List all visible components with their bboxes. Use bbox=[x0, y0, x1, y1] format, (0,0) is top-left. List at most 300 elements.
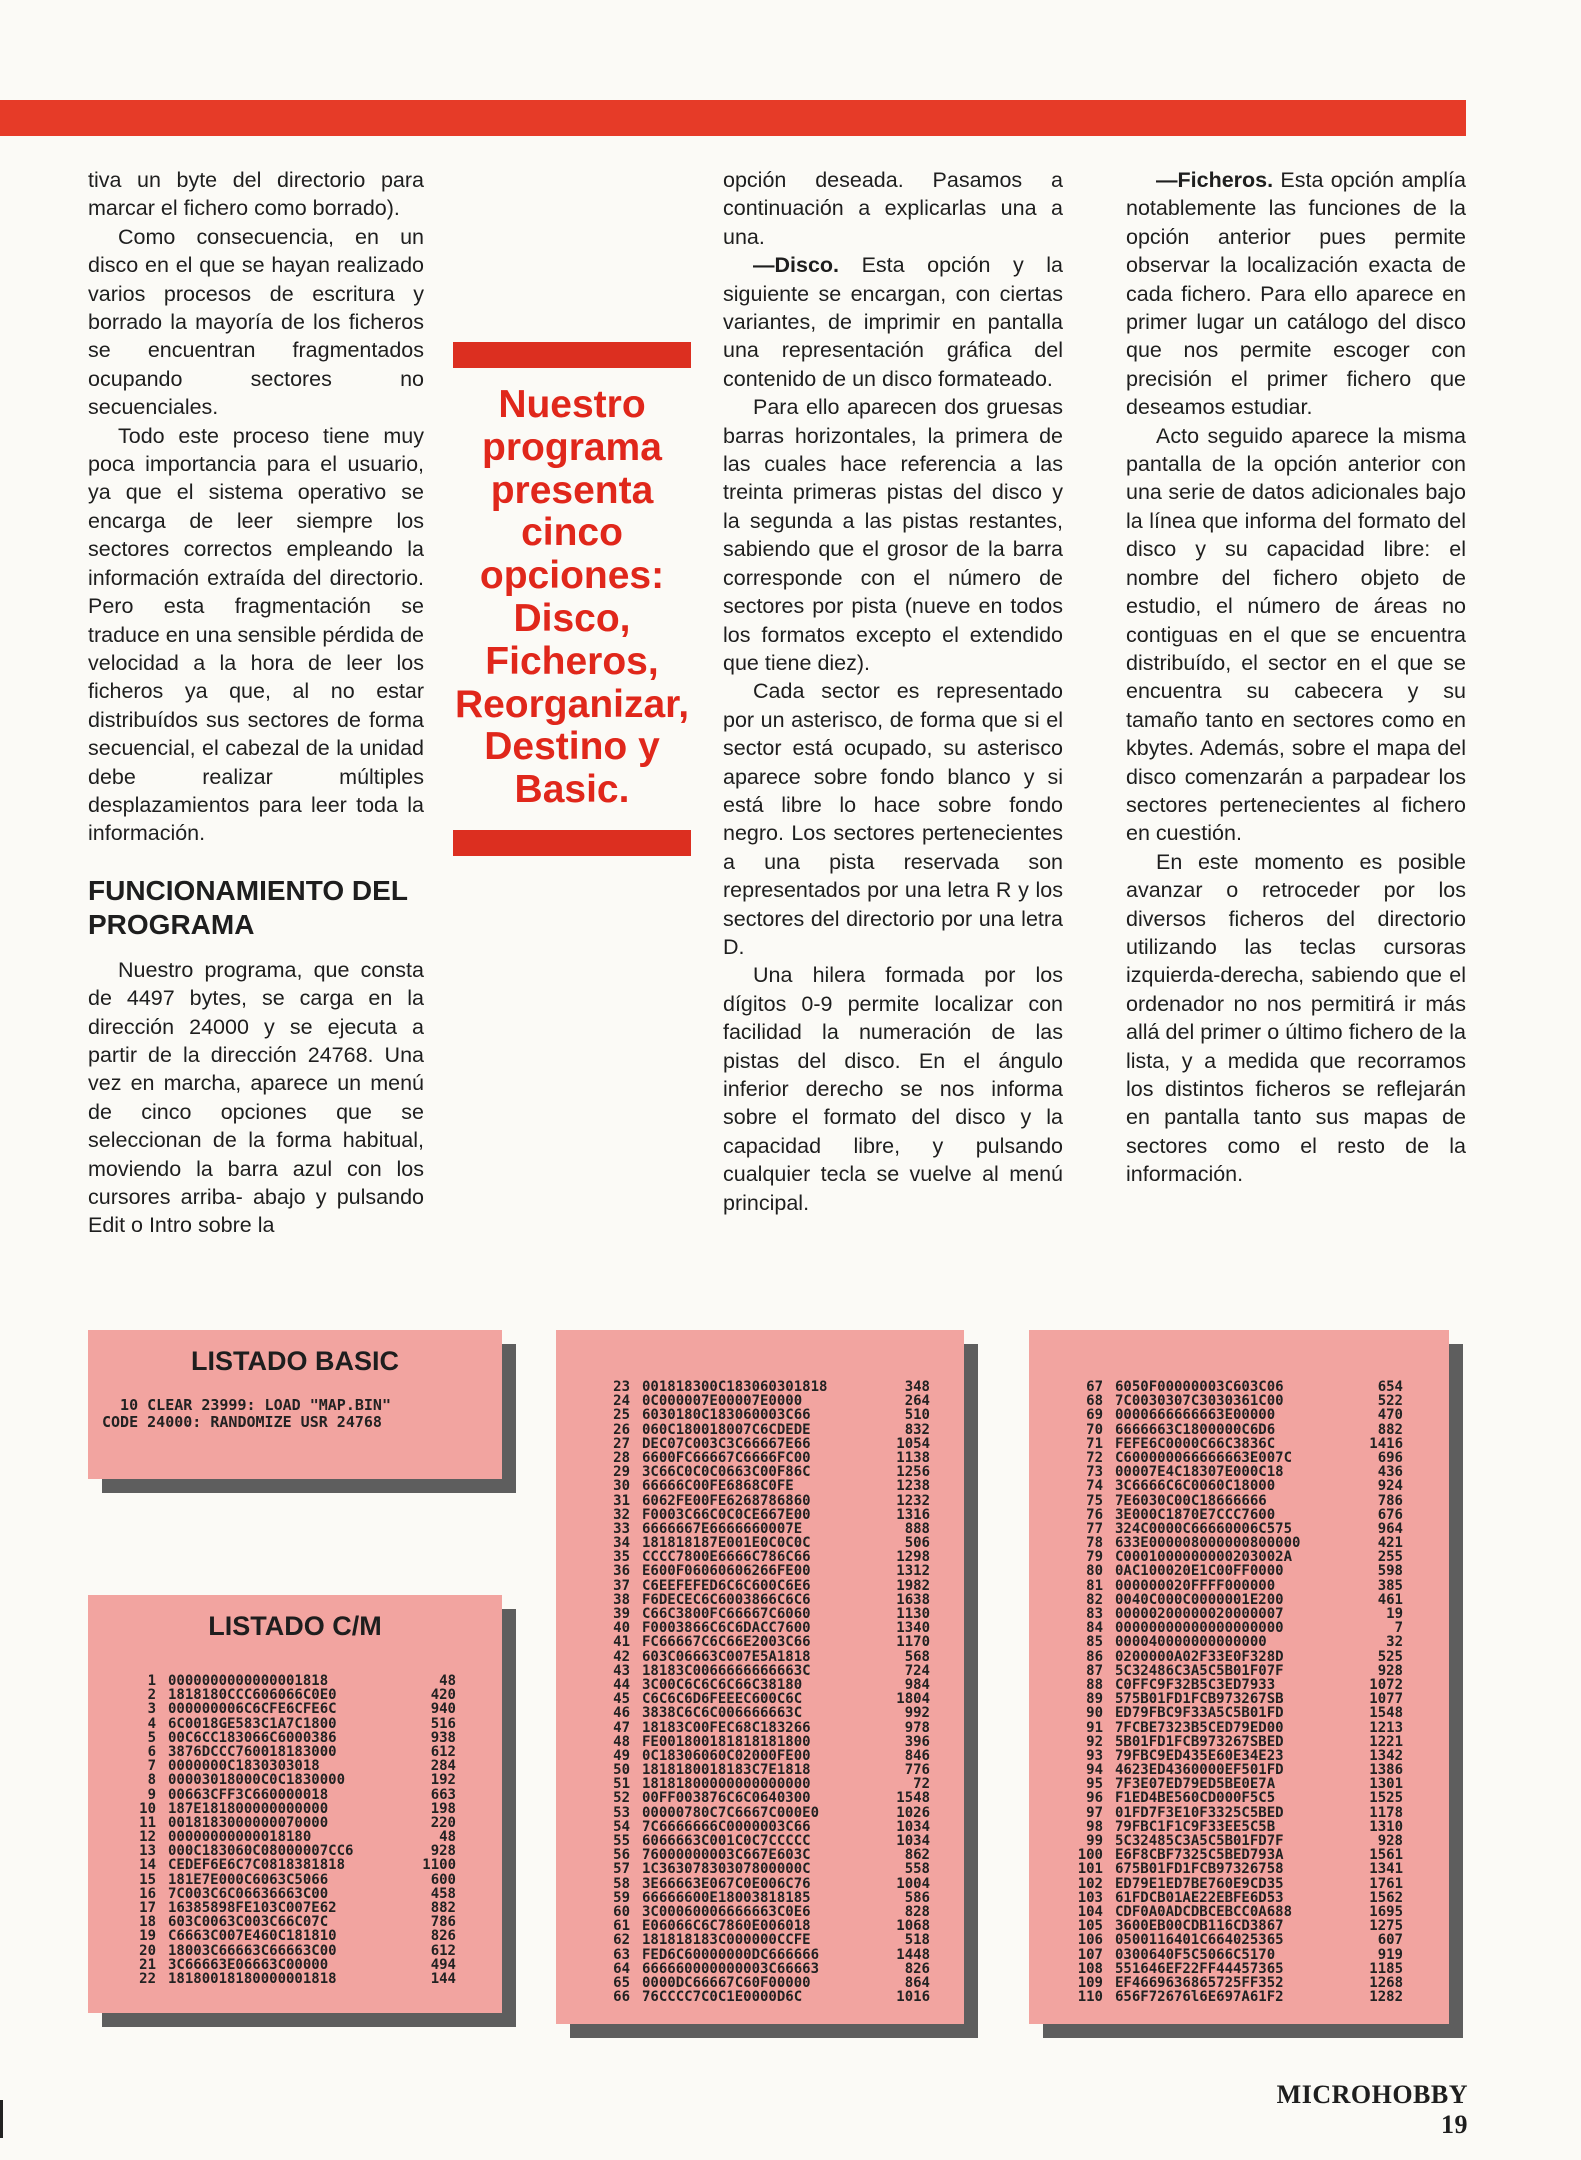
checksum: 1268 bbox=[1369, 1974, 1403, 1991]
hex-data: 7C6666666C0000003C66 bbox=[642, 1818, 811, 1835]
hex-data: 633E000008000000800000 bbox=[1115, 1535, 1301, 1552]
listing-line bbox=[118, 1873, 456, 1887]
section-heading: FUNCIONAMIENTO DEL PROGRAMA bbox=[88, 874, 408, 940]
checksum: 724 bbox=[904, 1662, 930, 1679]
listing-line bbox=[592, 1678, 930, 1692]
line-number: 104 bbox=[1077, 1903, 1103, 1920]
checksum: 1185 bbox=[1369, 1960, 1403, 1977]
pull-quote-top-bar bbox=[453, 342, 691, 368]
listing-line bbox=[592, 1905, 930, 1919]
line-number: 33 bbox=[613, 1520, 630, 1537]
checksum: 1695 bbox=[1369, 1903, 1403, 1920]
checksum: 882 bbox=[430, 1900, 456, 1916]
listing-line bbox=[118, 1858, 456, 1872]
hex-data: C6C6C6D6FEEEC600C6C bbox=[642, 1691, 803, 1708]
listing-line bbox=[1065, 1579, 1403, 1593]
checksum: 1016 bbox=[896, 1989, 930, 2006]
checksum: 1416 bbox=[1369, 1435, 1403, 1452]
line-number: 9 bbox=[147, 1786, 156, 1803]
hex-data: 3E66663E067C0E006C76 bbox=[642, 1875, 811, 1892]
hex-data: 61FDCB01AE22EBFE6D53 bbox=[1115, 1889, 1284, 1906]
hex-data: 7F3E07ED79ED5BE0E7A bbox=[1115, 1776, 1276, 1793]
hex-data: 324C0000C66660006C575 bbox=[1115, 1520, 1293, 1537]
hex-data: 7C003C6C06636663C00 bbox=[168, 1885, 329, 1902]
line-number: 29 bbox=[613, 1464, 630, 1481]
hex-data: ED79FBC9F33A5C5B01FD bbox=[1115, 1705, 1284, 1722]
checksum: 612 bbox=[430, 1743, 456, 1760]
listing-line bbox=[592, 1891, 930, 1905]
line-number: 22 bbox=[139, 1970, 156, 1987]
checksum: 518 bbox=[904, 1932, 930, 1949]
listing-line bbox=[1065, 1919, 1403, 1933]
listing-line bbox=[592, 1834, 930, 1848]
line-number: 99 bbox=[1086, 1833, 1103, 1849]
checksum: 1312 bbox=[896, 1563, 930, 1580]
hex-data: 575B01FD1FCB973267SB bbox=[1115, 1691, 1284, 1708]
checksum: 470 bbox=[1377, 1407, 1403, 1424]
listing-line bbox=[1065, 1877, 1403, 1891]
listing-line bbox=[118, 1915, 456, 1929]
listing-line bbox=[592, 1451, 930, 1465]
line-number: 12 bbox=[139, 1829, 156, 1846]
line-number: 28 bbox=[613, 1449, 630, 1466]
checksum: 255 bbox=[1377, 1549, 1403, 1566]
checksum: 525 bbox=[1377, 1648, 1403, 1665]
line-number: 30 bbox=[613, 1478, 630, 1495]
page-footer: MICROHOBBY 19 bbox=[1276, 2080, 1468, 2139]
hex-data: 0C18306060C02000FE00 bbox=[642, 1747, 811, 1764]
hex-data: C0001000000000203002A bbox=[1115, 1549, 1293, 1566]
checksum: 1548 bbox=[896, 1790, 930, 1807]
line-number: 26 bbox=[613, 1421, 630, 1438]
line-number: 3 bbox=[147, 1701, 156, 1718]
checksum: 396 bbox=[904, 1733, 930, 1750]
hex-data: CEDEF6E6C7C0818381818 bbox=[168, 1857, 346, 1874]
checksum: 992 bbox=[904, 1705, 930, 1722]
paragraph bbox=[1126, 166, 1466, 422]
line-number: 25 bbox=[613, 1407, 630, 1424]
checksum: 586 bbox=[904, 1889, 930, 1906]
checksum: 1386 bbox=[1369, 1762, 1403, 1779]
hex-data: 6666663C1800000C6D6 bbox=[1115, 1421, 1276, 1438]
checksum: 928 bbox=[430, 1843, 456, 1860]
line-number: 46 bbox=[613, 1705, 630, 1722]
line-number: 62 bbox=[613, 1932, 630, 1949]
checksum: 828 bbox=[904, 1903, 930, 1920]
checksum: 919 bbox=[1377, 1946, 1403, 1963]
hex-data: 00007E4C18307E000C18 bbox=[1115, 1464, 1284, 1481]
checksum: 1170 bbox=[896, 1634, 930, 1651]
listing-line bbox=[592, 1919, 930, 1933]
listing-line bbox=[118, 1844, 456, 1858]
line-number: 76 bbox=[1086, 1506, 1103, 1523]
hex-data: C600000066666663E007C bbox=[1115, 1449, 1293, 1466]
listing-line bbox=[1065, 1990, 1403, 2004]
hex-data: 000C183060C08000007CC6 bbox=[168, 1843, 354, 1860]
line-number: 61 bbox=[613, 1918, 630, 1935]
listing-line bbox=[592, 1635, 930, 1649]
line-number: 1 bbox=[147, 1673, 156, 1689]
hex-data: 79FBC1F1C9F33EE5C5B bbox=[1115, 1818, 1276, 1835]
line-number: 96 bbox=[1086, 1790, 1103, 1807]
listing-line bbox=[592, 1862, 930, 1876]
checksum: 882 bbox=[1377, 1421, 1403, 1438]
checksum: 1298 bbox=[896, 1549, 930, 1566]
listing-line bbox=[1065, 1706, 1403, 1720]
checksum: 1034 bbox=[896, 1818, 930, 1835]
hex-data: C6EEFEFED6C6C600C6E6 bbox=[642, 1577, 811, 1594]
checksum: 598 bbox=[1377, 1563, 1403, 1580]
checksum: 1982 bbox=[896, 1577, 930, 1594]
line-number: 5 bbox=[147, 1729, 156, 1746]
line-number: 40 bbox=[613, 1620, 630, 1637]
line-number: 41 bbox=[613, 1634, 630, 1651]
listing-line bbox=[592, 1948, 930, 1962]
hex-data: 3C00C6C6C6C66C38180 bbox=[642, 1676, 803, 1693]
hex-data: 000000020FFFF000000 bbox=[1115, 1577, 1276, 1594]
line-number: 35 bbox=[613, 1549, 630, 1566]
hex-data: 6666667E6666660007E bbox=[642, 1520, 803, 1537]
listing-line bbox=[592, 1749, 930, 1763]
listing-line bbox=[592, 1763, 930, 1777]
listing-line bbox=[118, 1745, 456, 1759]
checksum: 964 bbox=[1377, 1520, 1403, 1537]
hex-data: 6062FE00FE6268786860 bbox=[642, 1492, 811, 1509]
listing-line bbox=[592, 1976, 930, 1990]
listing-line bbox=[1065, 1635, 1403, 1649]
hex-data: 7E6030C00C18666666 bbox=[1115, 1492, 1267, 1509]
paragraph-text: Esta opción amplía notablemente las funciones de la opción anterior pues permite observar la localización exacta de cada fichero. Para ello aparece en primer lugar un catálogo del disco que nos permite escoger con precisión el primer fichero que deseamos estudiar. bbox=[1126, 168, 1466, 420]
text-column-2 bbox=[723, 166, 1063, 1217]
hex-data: C66C3800FC66667C6060 bbox=[642, 1606, 811, 1622]
listing-line bbox=[592, 1593, 930, 1607]
listing-line bbox=[1065, 1749, 1403, 1763]
checksum: 1341 bbox=[1369, 1861, 1403, 1878]
line-number: 48 bbox=[613, 1733, 630, 1750]
listing-line bbox=[592, 1650, 930, 1664]
line-number: 24 bbox=[613, 1393, 630, 1410]
listing-line bbox=[118, 1717, 456, 1731]
checksum: 1221 bbox=[1369, 1733, 1403, 1750]
listing-line bbox=[118, 1688, 456, 1702]
listing-line bbox=[592, 1877, 930, 1891]
line-number: 50 bbox=[613, 1762, 630, 1779]
listing-line bbox=[1065, 1564, 1403, 1578]
checksum: 1638 bbox=[896, 1591, 930, 1608]
checksum: 1342 bbox=[1369, 1747, 1403, 1764]
listing-line bbox=[592, 1380, 930, 1394]
checksum: 348 bbox=[904, 1379, 930, 1395]
hex-data: CCCC7800E6666C786C66 bbox=[642, 1549, 811, 1566]
line-number: 63 bbox=[613, 1946, 630, 1963]
hex-data: 060C180018007C6CDEDE bbox=[642, 1421, 811, 1438]
listing-line bbox=[1065, 1820, 1403, 1834]
line-number: 67 bbox=[1086, 1379, 1103, 1395]
listing-line bbox=[592, 1607, 930, 1621]
listing-continuation-box bbox=[556, 1330, 964, 2024]
line-number: 106 bbox=[1077, 1932, 1103, 1949]
listing-line bbox=[1065, 1479, 1403, 1493]
line-number: 51 bbox=[613, 1776, 630, 1793]
line-number: 37 bbox=[613, 1577, 630, 1594]
line-number: 55 bbox=[613, 1833, 630, 1849]
checksum: 1561 bbox=[1369, 1847, 1403, 1864]
listing-line bbox=[592, 1494, 930, 1508]
line-number: 32 bbox=[613, 1506, 630, 1523]
hex-data: 656F72676l6E697A61F2 bbox=[1115, 1989, 1284, 2006]
checksum: 696 bbox=[1377, 1449, 1403, 1466]
checksum: 654 bbox=[1377, 1379, 1403, 1395]
checksum: 461 bbox=[1377, 1591, 1403, 1608]
line-number: 18 bbox=[139, 1914, 156, 1931]
line-number: 21 bbox=[139, 1956, 156, 1973]
listing-line bbox=[592, 1408, 930, 1422]
listing-line bbox=[1065, 1763, 1403, 1777]
listing-continuation-lines bbox=[592, 1380, 930, 2004]
line-number: 31 bbox=[613, 1492, 630, 1509]
hex-data: 66666600E18003818185 bbox=[642, 1889, 811, 1906]
line-number: 7 bbox=[147, 1758, 156, 1775]
listing-line bbox=[1065, 1933, 1403, 1947]
line-number: 42 bbox=[613, 1648, 630, 1665]
listing-line bbox=[1065, 1721, 1403, 1735]
checksum: 676 bbox=[1377, 1506, 1403, 1523]
listing-line bbox=[1065, 1522, 1403, 1536]
line-number: 27 bbox=[613, 1435, 630, 1452]
paragraph: Todo este proceso tiene muy poca importancia para el usuario, ya que el sistema operativo se encarga de leer siempre los sectores correctos empleando la información extraída del directorio. Pero esta fragmentación se traduce en una sensible pérdida de velocidad a la hora de leer los ficheros ya que, al no estar distribuídos sus sectores de forma secuencial, el cabezal de la unidad debe realizar múltiples desplazamientos para leer toda la información. bbox=[88, 423, 424, 846]
checksum: 938 bbox=[430, 1729, 456, 1746]
checksum: 1256 bbox=[896, 1464, 930, 1481]
line-number: 49 bbox=[613, 1747, 630, 1764]
checksum: 663 bbox=[430, 1786, 456, 1803]
cm-listing-title: LISTADO C/M bbox=[208, 1611, 382, 1641]
listing-line bbox=[592, 1990, 930, 2004]
hex-data: E6F8CBF7325C5BED793A bbox=[1115, 1847, 1284, 1864]
line-number: 89 bbox=[1086, 1691, 1103, 1708]
hex-data: FC66667C6C66E2003C66 bbox=[642, 1634, 811, 1651]
hex-data: 603C06663C007E5A1818 bbox=[642, 1648, 811, 1665]
line-number: 71 bbox=[1086, 1435, 1103, 1452]
pull-quote-text: Nuestro programa presenta cinco opciones: Disco, Ficheros, Reorganizar, Destino y Basic. bbox=[454, 383, 690, 812]
line-number: 58 bbox=[613, 1875, 630, 1892]
paragraph: Cada sector es representado por un asterisco, de forma que si el sector está ocupado, su asterisco aparece sobre fondo blanco y si está libre lo hace sobre fondo negro. Los sectores pertenecientes a una pista reservada son representados por una letra R y los sectores del directorio por una letra D. bbox=[723, 679, 1063, 959]
listing-line bbox=[1065, 1806, 1403, 1820]
hex-data: 00003018000C0C1830000 bbox=[168, 1772, 346, 1789]
hex-data: 18183C0066666666663C bbox=[642, 1662, 811, 1679]
hex-data: 7C0030307C3030361C00 bbox=[1115, 1393, 1284, 1410]
checksum: 1130 bbox=[896, 1606, 930, 1622]
hex-data: 0200000A02F33E0F328D bbox=[1115, 1648, 1284, 1665]
listing-line bbox=[118, 1702, 456, 1716]
listing-line bbox=[1065, 1905, 1403, 1919]
listing-line bbox=[1065, 1791, 1403, 1805]
hex-data: 3C00060006666663C0E6 bbox=[642, 1903, 811, 1920]
checksum: 984 bbox=[904, 1676, 930, 1693]
line-number: 97 bbox=[1086, 1804, 1103, 1821]
hex-data: ED79E1ED7BE760E9CD35 bbox=[1115, 1875, 1284, 1892]
hex-data: 18180018180000001818 bbox=[168, 1970, 337, 1987]
hex-data: F0003C66C0C0CE667E00 bbox=[642, 1506, 811, 1523]
checksum: 516 bbox=[430, 1715, 456, 1732]
line-number: 11 bbox=[139, 1814, 156, 1831]
line-number: 98 bbox=[1086, 1818, 1103, 1835]
line-number: 60 bbox=[613, 1903, 630, 1920]
listing-line bbox=[1065, 1848, 1403, 1862]
listing-line bbox=[1065, 1494, 1403, 1508]
hex-data: 00000000000018180 bbox=[168, 1829, 312, 1846]
hex-data: 66666C00FE6868C0FE bbox=[642, 1478, 794, 1495]
checksum: 1340 bbox=[896, 1620, 930, 1637]
hex-data: FEFE6C0000C66C3836C bbox=[1115, 1435, 1276, 1452]
checksum: 1282 bbox=[1369, 1989, 1403, 2006]
listing-line bbox=[592, 1579, 930, 1593]
listing-line bbox=[1065, 1777, 1403, 1791]
hex-data: 3C66663E06663C00000 bbox=[168, 1956, 329, 1973]
line-number: 19 bbox=[139, 1928, 156, 1945]
text-column-1 bbox=[88, 166, 424, 1240]
hex-data: F6DECEC6C6003866C6C6 bbox=[642, 1591, 811, 1608]
checksum: 1138 bbox=[896, 1449, 930, 1466]
hex-data: 00FF003876C6C0640300 bbox=[642, 1790, 811, 1807]
listing-line bbox=[118, 1972, 456, 1986]
listing-line bbox=[1065, 1394, 1403, 1408]
listing-line bbox=[592, 1933, 930, 1947]
pull-quote bbox=[453, 342, 691, 856]
hex-data: 0C000007E00007E0000 bbox=[642, 1393, 803, 1410]
listing-line bbox=[118, 1830, 456, 1844]
line-number: 108 bbox=[1077, 1960, 1103, 1977]
checksum: 1034 bbox=[896, 1833, 930, 1849]
line-number: 43 bbox=[613, 1662, 630, 1679]
listing-line bbox=[118, 1958, 456, 1972]
line-number: 39 bbox=[613, 1606, 630, 1622]
listing-line bbox=[592, 1791, 930, 1805]
listing-line bbox=[592, 1735, 930, 1749]
line-number: 73 bbox=[1086, 1464, 1103, 1481]
line-number: 100 bbox=[1077, 1847, 1103, 1864]
checksum: 48 bbox=[439, 1673, 456, 1689]
line-number: 54 bbox=[613, 1818, 630, 1835]
paragraph: tiva un byte del directorio para marcar el fichero como borrado). bbox=[88, 168, 424, 221]
line-number: 79 bbox=[1086, 1549, 1103, 1566]
line-number: 66 bbox=[613, 1989, 630, 2006]
listing-line bbox=[1065, 1735, 1403, 1749]
listing-line bbox=[1065, 1664, 1403, 1678]
hex-data: 3600EB00CDB116CD3867 bbox=[1115, 1918, 1284, 1935]
listing-line bbox=[592, 1706, 930, 1720]
checksum: 928 bbox=[1377, 1662, 1403, 1679]
line-number: 15 bbox=[139, 1871, 156, 1888]
hex-data: 1C36307830307800000C bbox=[642, 1861, 811, 1878]
line-number: 20 bbox=[139, 1942, 156, 1959]
checksum: 864 bbox=[904, 1974, 930, 1991]
checksum: 1077 bbox=[1369, 1691, 1403, 1708]
hex-data: 3E000C1870E7CCC7600 bbox=[1115, 1506, 1276, 1523]
checksum: 7 bbox=[1394, 1620, 1403, 1637]
listing-line bbox=[592, 1664, 930, 1678]
line-number: 85 bbox=[1086, 1634, 1103, 1651]
basic-listing-title: LISTADO BASIC bbox=[191, 1346, 399, 1376]
hex-data: 603C0063C003C66C07C bbox=[168, 1914, 329, 1931]
line-number: 109 bbox=[1077, 1974, 1103, 1991]
hex-data: 0018183000000070000 bbox=[168, 1814, 329, 1831]
listing-line bbox=[118, 1759, 456, 1773]
line-number: 65 bbox=[613, 1974, 630, 1991]
hex-data: 0000000000000001818 bbox=[168, 1673, 329, 1689]
option-name: —Disco. bbox=[753, 253, 840, 278]
line-number: 81 bbox=[1086, 1577, 1103, 1594]
line-number: 64 bbox=[613, 1960, 630, 1977]
option-name: —Ficheros. bbox=[1156, 168, 1274, 192]
listing-line bbox=[1065, 1834, 1403, 1848]
checksum: 612 bbox=[430, 1942, 456, 1959]
line-number: 92 bbox=[1086, 1733, 1103, 1750]
hex-data: 0500116401C664025365 bbox=[1115, 1932, 1284, 1949]
listing-final-lines bbox=[1065, 1380, 1403, 2004]
hex-data: 6C0018GE583C1A7C1800 bbox=[168, 1715, 337, 1732]
checksum: 522 bbox=[1377, 1393, 1403, 1410]
listing-line bbox=[592, 1721, 930, 1735]
line-number: 88 bbox=[1086, 1676, 1103, 1693]
hex-data: 7FCBE7323B5CED79ED00 bbox=[1115, 1719, 1284, 1736]
hex-data: F1ED4BE560CD000F5C5 bbox=[1115, 1790, 1276, 1807]
line-number: 90 bbox=[1086, 1705, 1103, 1722]
checksum: 1448 bbox=[896, 1946, 930, 1963]
hex-data: 5C32486C3A5C5B01F07F bbox=[1115, 1662, 1284, 1679]
checksum: 198 bbox=[430, 1800, 456, 1817]
listing-line bbox=[592, 1522, 930, 1536]
line-number: 86 bbox=[1086, 1648, 1103, 1665]
checksum: 928 bbox=[1377, 1833, 1403, 1849]
listing-line bbox=[1065, 1508, 1403, 1522]
line-number: 69 bbox=[1086, 1407, 1103, 1424]
checksum: 1275 bbox=[1369, 1918, 1403, 1935]
listing-line bbox=[1065, 1423, 1403, 1437]
hex-data: 0300640F5C5066C5170 bbox=[1115, 1946, 1276, 1963]
listing-line bbox=[592, 1692, 930, 1706]
hex-data: 187E181800000000000 bbox=[168, 1800, 329, 1817]
hex-data: 675B01FD1FCB97326758 bbox=[1115, 1861, 1284, 1878]
line-number: 102 bbox=[1077, 1875, 1103, 1892]
hex-data: 00000200000020000007 bbox=[1115, 1606, 1284, 1622]
line-number: 52 bbox=[613, 1790, 630, 1807]
checksum: 978 bbox=[904, 1719, 930, 1736]
line-number: 75 bbox=[1086, 1492, 1103, 1509]
hex-data: 18181800000000000000 bbox=[642, 1776, 811, 1793]
listing-line bbox=[592, 1777, 930, 1791]
checksum: 494 bbox=[430, 1956, 456, 1973]
paragraph: Para ello aparecen dos gruesas barras horizontales, la primera de las cuales hace referencia a las treinta primeras pistas del disco y la segunda a las pistas restantes, sabiendo que el grosor de la barra corresponde con el número de sectores por pista (nueve en todos los formatos excepto el extendido que tiene diez). bbox=[723, 395, 1063, 675]
checksum: 420 bbox=[430, 1687, 456, 1704]
hex-data: 00000000000000000000 bbox=[1115, 1620, 1284, 1637]
listing-line bbox=[592, 1550, 930, 1564]
listing-final-box bbox=[1029, 1330, 1449, 2024]
listing-line bbox=[1065, 1380, 1403, 1394]
line-number: 105 bbox=[1077, 1918, 1103, 1935]
listing-line bbox=[118, 1674, 456, 1688]
line-number: 83 bbox=[1086, 1606, 1103, 1622]
checksum: 421 bbox=[1377, 1535, 1403, 1552]
checksum: 506 bbox=[904, 1535, 930, 1552]
checksum: 48 bbox=[439, 1829, 456, 1846]
line-number: 77 bbox=[1086, 1520, 1103, 1537]
line-number: 101 bbox=[1077, 1861, 1103, 1878]
checksum: 846 bbox=[904, 1747, 930, 1764]
paragraph-text: Esta opción y la siguiente se encargan, con ciertas variantes, de imprimir en pantalla una representación gráfica del contenido de un disco formateado. bbox=[723, 253, 1063, 391]
text-column-3 bbox=[1126, 166, 1466, 1189]
hex-data: 551646EF22FF44457365 bbox=[1115, 1960, 1284, 1977]
hex-data: 001818300C183060301818 bbox=[642, 1379, 828, 1395]
